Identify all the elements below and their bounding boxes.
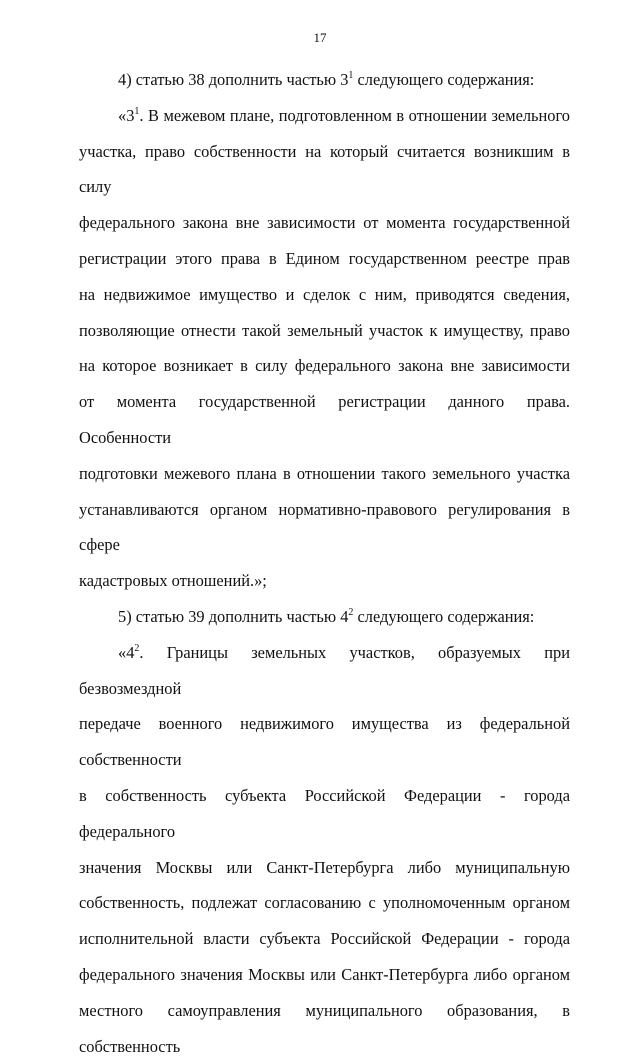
item-5-line: исполнительной власти субъекта Российской Федерации - города <box>79 929 570 949</box>
item-5-line: передаче военного недвижимого имущества из федеральной собственности <box>79 714 570 770</box>
item-4-line: участка, право собственности на который считается возникшим в силу <box>79 141 570 197</box>
item-4-heading <box>79 62 570 98</box>
item-4-line: федерального закона вне зависимости от момента государственной <box>79 213 570 233</box>
item-5-heading <box>79 599 570 635</box>
item-5-paragraph <box>79 635 570 1064</box>
item-5-quote-open: «4 <box>118 642 135 662</box>
item-5-line: в собственность субъекта Российской Федерации - города федерального <box>79 785 570 841</box>
item-4-line: подготовки межевого плана в отношении такого земельного участка <box>79 463 570 483</box>
item-4-line: регистрации этого права в Едином государственном реестре прав <box>79 248 570 268</box>
item-4-heading-text: 4) статью 38 дополнить частью 3 <box>118 70 349 89</box>
item-4-line: на которое возникает в силу федерального закона вне зависимости <box>79 356 570 376</box>
item-5-line <box>79 635 570 707</box>
item-5-line: федерального значения Москвы или Санкт-Петербурга либо органом <box>79 964 570 984</box>
item-4-heading-tail: следующего содержания: <box>353 70 535 89</box>
item-5-line: собственность, подлежат согласованию с уполномоченным органом <box>79 893 570 913</box>
document-body <box>79 62 570 1064</box>
item-5-quote-superscript: 2 <box>134 642 140 654</box>
item-4-line <box>79 98 570 134</box>
item-5-heading-superscript: 2 <box>348 606 354 618</box>
item-4-paragraph <box>79 98 570 599</box>
item-5-line-text: . Границы земельных участков, образуемых при безвозмездной <box>79 642 570 698</box>
item-5-heading-text: 5) статью 39 дополнить частью 4 <box>118 606 349 626</box>
item-4-line: устанавливаются органом нормативно-правового регулирования в сфере <box>79 499 570 555</box>
item-4-line: от момента государственной регистрации данного права. Особенности <box>79 392 570 447</box>
item-5-heading-tail: следующего содержания: <box>353 606 535 626</box>
item-4-line: кадастровых отношений.»; <box>79 571 267 591</box>
item-4-quote-superscript: 1 <box>134 105 140 117</box>
item-4-line: позволяющие отнести такой земельный участок к имуществу, право <box>79 320 570 340</box>
item-5-line: значения Москвы или Санкт-Петербурга либо муниципальную <box>79 857 570 877</box>
item-4-heading-superscript: 1 <box>348 70 354 81</box>
item-4-quote-open: «3 <box>118 105 135 125</box>
item-4-line-text: . В межевом плане, подготовленном в отношении земельного <box>139 105 570 125</box>
page-number: 17 <box>313 30 327 45</box>
item-5-line: местного самоуправления муниципального образования, в собственность <box>79 1000 570 1056</box>
item-4-line: на недвижимое имущество и сделок с ним, приводятся сведения, <box>79 284 570 304</box>
